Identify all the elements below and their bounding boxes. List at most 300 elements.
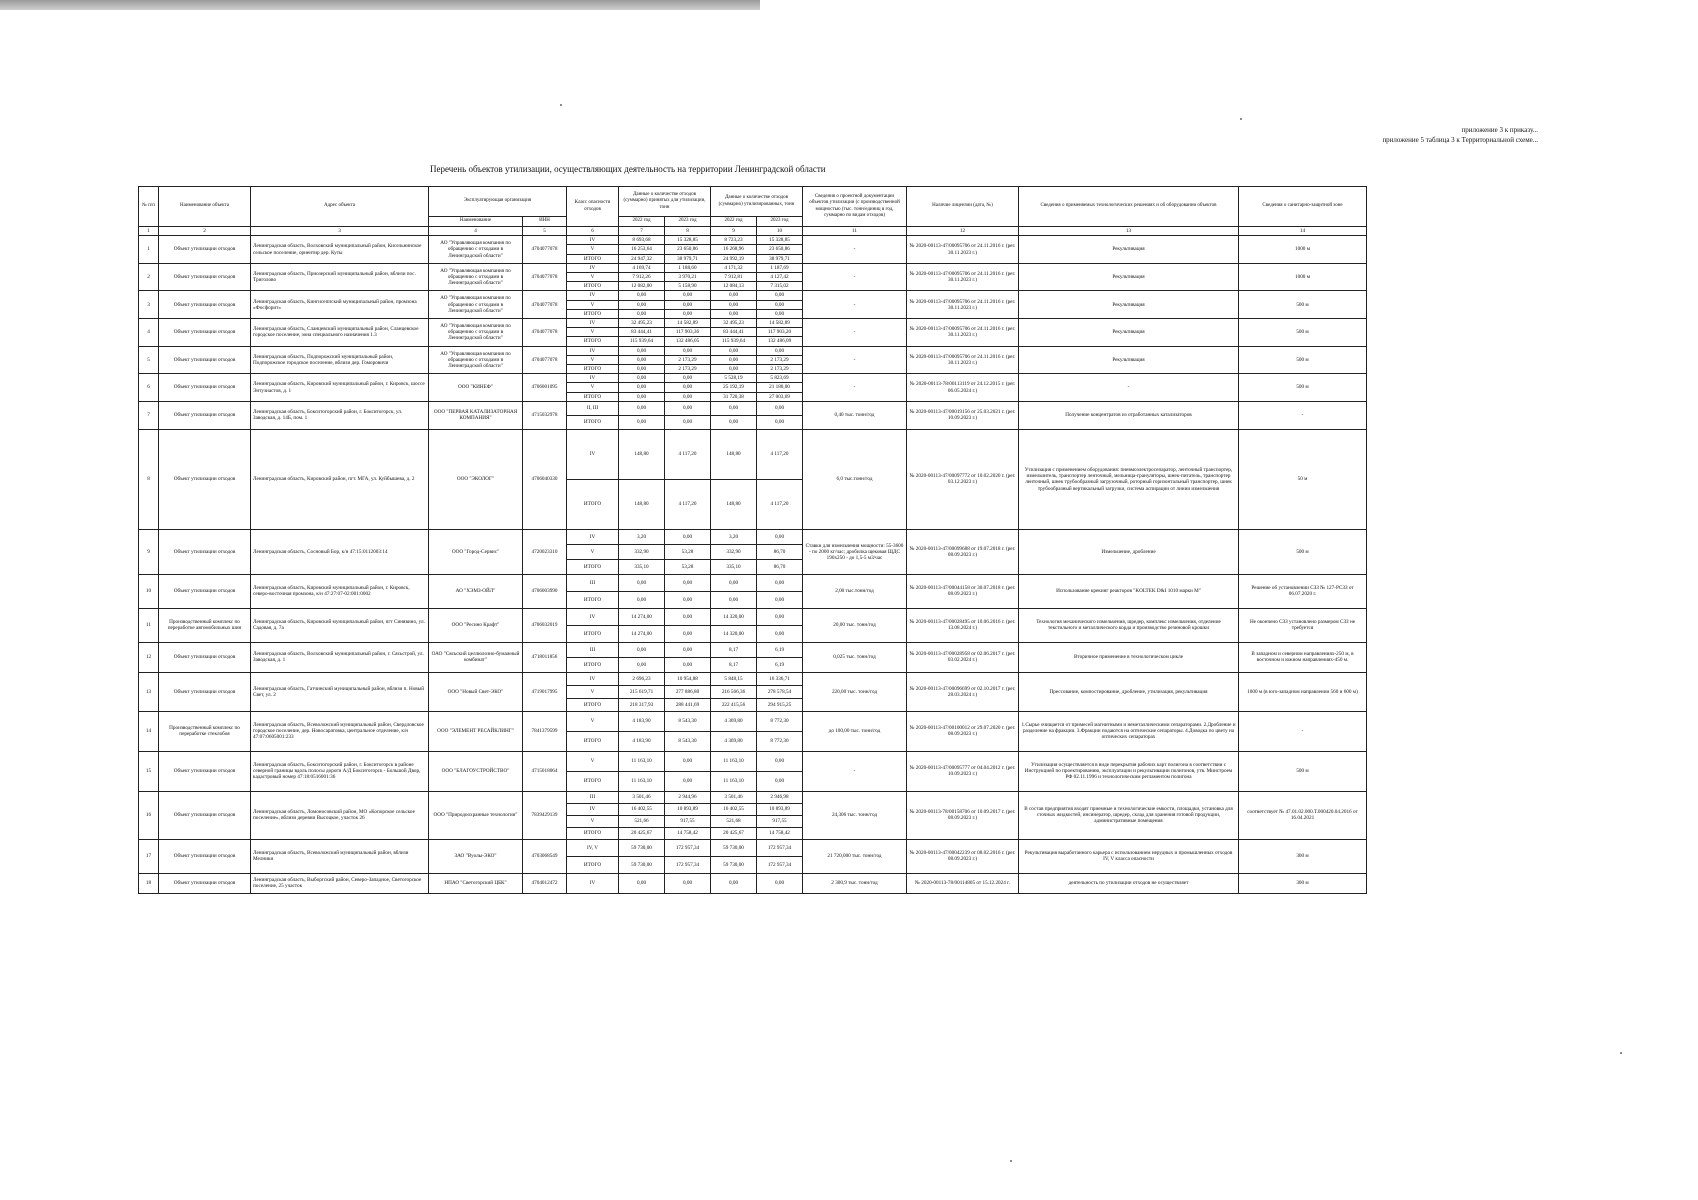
- utilized-2022: 24 992,19: [711, 254, 757, 263]
- utilized-2023: 8 772,30: [757, 711, 803, 731]
- utilized-2022: 5 528,19: [711, 374, 757, 383]
- received-2023: 0,00: [665, 591, 711, 608]
- sanitary-zone: 1000 м (в юго-западном направлении 560 и 600 м): [1239, 672, 1367, 711]
- operator-name: ОАО "Сясьский целлюлозно-бумажный комбинат": [429, 642, 523, 672]
- utilized-2022: 59 730,00: [711, 856, 757, 873]
- header-num: № п/п: [139, 187, 159, 227]
- utilized-2023: 23 650,86: [757, 245, 803, 254]
- header-note-2: приложение 5 таблица 3 к Территориальной схеме...: [1382, 136, 1538, 144]
- utilized-2023: 7 315,02: [757, 282, 803, 291]
- table-row: [139, 236, 1367, 245]
- capacity: -: [803, 236, 907, 264]
- received-2023: 277 886,80: [665, 685, 711, 698]
- technology: Рекультивация: [1019, 346, 1239, 374]
- received-2022: 0,00: [619, 309, 665, 318]
- license: № 2020-00113-47/00042239 от 08.02.2016 г. (рег. 08.09.2023 г.): [907, 839, 1019, 873]
- utilized-2022: 335,10: [711, 559, 757, 574]
- sanitary-zone: 500 м: [1239, 374, 1367, 402]
- received-2022: 0,00: [619, 346, 665, 355]
- table-row: [139, 608, 1367, 625]
- sanitary-zone: 500 м: [1239, 751, 1367, 791]
- row-number: 13: [139, 672, 159, 711]
- utilized-2022: 31 720,38: [711, 392, 757, 401]
- capacity: Ставки для измельчения мощности: 55-3600 - по 2000 кг/час; дробилка щековая ЩДС 190х250 - до 1,5-5 м3/час: [803, 529, 907, 574]
- table-row: [139, 319, 1367, 328]
- table-row: [139, 429, 1367, 479]
- hazard-class: ИТОГО: [567, 856, 619, 873]
- received-2023: 10 893,89: [665, 803, 711, 815]
- license: № 2020-00113-47/00099688 от 19.07.2018 г. (рег. 08.09.2023 г.): [907, 529, 1019, 574]
- utilized-2022: 3 501,46: [711, 791, 757, 803]
- utilized-2023: 0,00: [757, 300, 803, 309]
- received-2023: 14 758,42: [665, 827, 711, 839]
- object-name: Объект утилизации отходов: [159, 319, 251, 347]
- sanitary-zone: соответствует № 47.01.02.000.Т.000420.04.2016 от 16.04.2021: [1239, 791, 1367, 839]
- hazard-class: ИТОГО: [567, 698, 619, 711]
- object-address: Ленинградская область, Ломоносовский район, МО «Копорское сельское поселение», вблизи деревни Высоцкое, участок 26: [251, 791, 429, 839]
- technology: -: [1019, 374, 1239, 402]
- utilized-2023: 2 173,29: [757, 355, 803, 364]
- utilized-2023: 0,00: [757, 591, 803, 608]
- utilized-2023: 117 903,20: [757, 328, 803, 337]
- object-address: Ленинградская область, Кировский район, пгт. МГА, ул. Куйбышева, д. 2: [251, 429, 429, 529]
- technology: Утилизация осуществляется в виде перекрытия рабочих карт полигона в соответствии с Инструкцией по проектированию, эксплуатации и рекультивации полигонов, утв. Минстроем РФ 02.11.1996 и технологическим регламентом полигона: [1019, 751, 1239, 791]
- capacity: -: [803, 291, 907, 319]
- hazard-class: IV: [567, 529, 619, 544]
- received-2023: 2 944,96: [665, 791, 711, 803]
- utilized-2022: 25 192,19: [711, 383, 757, 392]
- hazard-class: ИТОГО: [567, 657, 619, 672]
- received-2022: 0,00: [619, 392, 665, 401]
- received-2022: 11 163,10: [619, 751, 665, 771]
- hazard-class: V: [567, 245, 619, 254]
- license: № 2020-00113-47/00044158 от 30.07.2018 г. (рег. 08.09.2023 г.): [907, 574, 1019, 608]
- header-name: Наименование объекта: [159, 187, 251, 227]
- capacity: 24,306 тыс. тонн/год: [803, 791, 907, 839]
- hazard-class: ИТОГО: [567, 479, 619, 529]
- license: № 2020-00113-47/00019156 от 25.03.2021 г. (рег. 10.09.2023 г.): [907, 401, 1019, 429]
- operator-inn: 7841379599: [523, 711, 567, 751]
- capacity: 2 300,9 тыс. тонн/год: [803, 873, 907, 893]
- received-2022: 0,00: [619, 374, 665, 383]
- row-number: 5: [139, 346, 159, 374]
- header-received-2023: 2023 год: [665, 217, 711, 227]
- capacity: 20,00 тыс. тонн/год: [803, 608, 907, 642]
- received-2022: 59 730,00: [619, 856, 665, 873]
- operator-name: ООО "Природоохранные технологии": [429, 791, 523, 839]
- received-2023: 0,00: [665, 771, 711, 791]
- hazard-class: V: [567, 355, 619, 364]
- scan-speck: [560, 104, 562, 106]
- row-number: 9: [139, 529, 159, 574]
- received-2023: 0,00: [665, 309, 711, 318]
- received-2023: 53,28: [665, 559, 711, 574]
- technology: Технология механического измельчения, шредер, комплекс измельчения, отделение текстильного и металлического корда и производство резиновой крошки: [1019, 608, 1239, 642]
- header-capacity: Сведения о проектной документации объектов утилизации (с производственной мощностью (тыс. тонн/единиц в год, суммарно по видам отходов): [803, 187, 907, 227]
- column-number: 7: [619, 227, 665, 236]
- utilized-2023: 0,00: [757, 401, 803, 415]
- utilized-2023: 16 336,71: [757, 672, 803, 685]
- sanitary-zone: 500 м: [1239, 319, 1367, 347]
- object-address: Ленинградская область, Волховский муниципальный район, г. Сясьстрой, ул. Заводская, д. 1: [251, 642, 429, 672]
- object-name: Производственный комплекс по переработке автомобильных шин: [159, 608, 251, 642]
- utilized-2023: 4 117,20: [757, 429, 803, 479]
- hazard-class: IV: [567, 319, 619, 328]
- license: № 2020-00113-47/00028958 от 02.06.2017 г. (рег. 03.02.2024 г.): [907, 642, 1019, 672]
- sanitary-zone: Не окончено СЗЗ установлено размером СЗЗ не требуется: [1239, 608, 1367, 642]
- row-number: 14: [139, 711, 159, 751]
- scan-top-bar: [0, 0, 760, 10]
- received-2023: 0,00: [665, 642, 711, 657]
- utilized-2022: 222 415,56: [711, 698, 757, 711]
- utilized-2022: 14 320,00: [711, 608, 757, 625]
- hazard-class: IV: [567, 608, 619, 625]
- received-2023: 1 188,60: [665, 263, 711, 272]
- received-2022: 218 317,93: [619, 698, 665, 711]
- sanitary-zone: 300 м: [1239, 839, 1367, 873]
- received-2022: 12 082,00: [619, 282, 665, 291]
- hazard-class: IV: [567, 873, 619, 893]
- utilized-2023: 278 578,54: [757, 685, 803, 698]
- license: № 2020-00113-47/00028495 от 10.06.2016 г. (рег. 13.08.2024 г.): [907, 608, 1019, 642]
- object-name: Производственный комплекс по переработке стеклобоя: [159, 711, 251, 751]
- received-2022: 0,00: [619, 642, 665, 657]
- table-row: [139, 291, 1367, 300]
- utilized-2022: 7 912,81: [711, 273, 757, 282]
- column-number: 12: [907, 227, 1019, 236]
- hazard-class: ИТОГО: [567, 827, 619, 839]
- license: № 2020-00113-78/00113119 от 24.12.2015 г. (рег. 06.05.2024 г.): [907, 374, 1019, 402]
- technology: Рекультивация: [1019, 236, 1239, 264]
- hazard-class: IV: [567, 263, 619, 272]
- received-2023: 5 158,90: [665, 282, 711, 291]
- column-number: 2: [159, 227, 251, 236]
- table-row: [139, 873, 1367, 893]
- scan-speck: [1010, 1160, 1012, 1162]
- object-address: Ленинградская область, Сланцевский муниципальный район, Сланцевское городское поселение, зона специального назначения 1.3: [251, 319, 429, 347]
- operator-name: ООО "ЭЛЕМЕНТ РЕСАЙКЛИНГ": [429, 711, 523, 751]
- capacity: -: [803, 751, 907, 791]
- utilized-2023: 132 486,09: [757, 337, 803, 346]
- object-name: Объект утилизации отходов: [159, 346, 251, 374]
- utilized-2022: 20 425,67: [711, 827, 757, 839]
- row-number: 17: [139, 839, 159, 873]
- utilized-2023: 86,70: [757, 559, 803, 574]
- hazard-class: IV: [567, 429, 619, 479]
- received-2022: 2 696,23: [619, 672, 665, 685]
- utilized-2022: 216 566,36: [711, 685, 757, 698]
- object-name: Объект утилизации отходов: [159, 642, 251, 672]
- received-2023: 14 582,89: [665, 319, 711, 328]
- capacity: -: [803, 263, 907, 291]
- column-number: 4: [429, 227, 523, 236]
- utilized-2023: 1 187,69: [757, 263, 803, 272]
- header-license: Наличие лицензии (дата, №): [907, 187, 1019, 227]
- received-2022: 0,00: [619, 355, 665, 364]
- received-2022: 148,80: [619, 479, 665, 529]
- table-row: [139, 529, 1367, 544]
- received-2022: 14 274,00: [619, 608, 665, 625]
- license: № 2020-00113-47/00095706 от 24.11.2016 г. (рег. 30.11.2023 г.): [907, 236, 1019, 264]
- hazard-class: III: [567, 791, 619, 803]
- sanitary-zone: 50 м: [1239, 429, 1367, 529]
- received-2022: 4 183,90: [619, 711, 665, 731]
- scan-speck: [1240, 118, 1242, 120]
- technology: 1.Сырье очищается от примесей магнитными и неметаллическими сепараторами. 2.Дробление и разделение на фракции. 3.Фракции подаются на оптические сепараторы. 4.Доводка по цвету на оптических сепараторах: [1019, 711, 1239, 751]
- utilized-2022: 0,00: [711, 401, 757, 415]
- operator-name: ООО "КИНЕФ": [429, 374, 523, 402]
- header-utilized: Данные о количестве отходов (суммарно) утилизированных, тонн: [711, 187, 803, 217]
- operator-inn: 4706001095: [523, 374, 567, 402]
- header-address: Адрес объекта: [251, 187, 429, 227]
- utilized-2022: 148,80: [711, 479, 757, 529]
- received-2023: 8 543,30: [665, 711, 711, 731]
- operator-name: ООО "Новый Свет-ЭКО": [429, 672, 523, 711]
- object-name: Объект утилизации отходов: [159, 873, 251, 893]
- object-address: Ленинградская область, Кингисеппский муниципальный район, промзона «Фосфорит»: [251, 291, 429, 319]
- capacity: -: [803, 374, 907, 402]
- capacity: 0,025 тыс. тонн/год: [803, 642, 907, 672]
- sanitary-zone: 500 м: [1239, 346, 1367, 374]
- license: № 2020-00113-47/00095706 от 24.11.2016 г. (рег. 30.11.2023 г.): [907, 319, 1019, 347]
- operator-name: ООО "Ресино Крафт": [429, 608, 523, 642]
- utilized-2023: 38 979,71: [757, 254, 803, 263]
- received-2022: 521,66: [619, 815, 665, 827]
- hazard-class: IV: [567, 346, 619, 355]
- hazard-class: V: [567, 300, 619, 309]
- operator-inn: 7839429139: [523, 791, 567, 839]
- utilized-2023: 0,00: [757, 625, 803, 642]
- utilized-2023: 27 003,69: [757, 392, 803, 401]
- utilized-2022: 521,68: [711, 815, 757, 827]
- received-2023: 10 954,88: [665, 672, 711, 685]
- capacity: -: [803, 319, 907, 347]
- license: № 2020-00113-47/00095777 от 04.04.2012 г. (рег. 10.09.2023 г.): [907, 751, 1019, 791]
- received-2022: 0,00: [619, 401, 665, 415]
- received-2022: 332,90: [619, 544, 665, 559]
- utilized-2022: 12 084,13: [711, 282, 757, 291]
- operator-name: АО "Управляющая компания по обращению с отходами в Ленинградской области": [429, 263, 523, 291]
- hazard-class: V: [567, 685, 619, 698]
- utilized-2023: 0,00: [757, 346, 803, 355]
- received-2022: 16 402,55: [619, 803, 665, 815]
- capacity: -: [803, 346, 907, 374]
- technology: Измельчение, дробление: [1019, 529, 1239, 574]
- received-2022: 0,00: [619, 383, 665, 392]
- received-2023: 15 328,85: [665, 236, 711, 245]
- hazard-class: ИТОГО: [567, 559, 619, 574]
- object-name: Объект утилизации отходов: [159, 236, 251, 264]
- column-number: 8: [665, 227, 711, 236]
- utilized-2023: 0,00: [757, 291, 803, 300]
- received-2022: 115 939,64: [619, 337, 665, 346]
- received-2023: 132 486,05: [665, 337, 711, 346]
- received-2023: 0,00: [665, 300, 711, 309]
- utilized-2023: 0,00: [757, 574, 803, 591]
- utilized-2023: 0,00: [757, 751, 803, 771]
- scan-speck: [1620, 1052, 1622, 1054]
- operator-inn: 4704077078: [523, 291, 567, 319]
- received-2023: 0,00: [665, 346, 711, 355]
- utilized-2023: 4 127,42: [757, 273, 803, 282]
- operator-inn: 4718011856: [523, 642, 567, 672]
- utilized-2023: 10 893,89: [757, 803, 803, 815]
- technology: В состав предприятия входят приемные и технологические емкости, площадки, установка для сточных жидкостей, инсинератор, шредер, склад для хранения готовой продукции, административные помещения: [1019, 791, 1239, 839]
- received-2023: 0,00: [665, 751, 711, 771]
- utilized-2023: 294 915,25: [757, 698, 803, 711]
- row-number: 12: [139, 642, 159, 672]
- column-number: 3: [251, 227, 429, 236]
- table-row: [139, 751, 1367, 771]
- utilized-2022: 0,00: [711, 309, 757, 318]
- utilized-2022: 0,00: [711, 346, 757, 355]
- received-2023: 0,00: [665, 657, 711, 672]
- table-row: [139, 791, 1367, 803]
- row-number: 10: [139, 574, 159, 608]
- received-2023: 2 173,29: [665, 355, 711, 364]
- utilized-2022: 11 163,10: [711, 771, 757, 791]
- utilized-2023: 0,00: [757, 873, 803, 893]
- column-number: 1: [139, 227, 159, 236]
- operator-inn: 4704077078: [523, 263, 567, 291]
- operator-inn: 4703068549: [523, 839, 567, 873]
- hazard-class: ИТОГО: [567, 309, 619, 318]
- row-number: 6: [139, 374, 159, 402]
- header-operator-name: Наименование: [429, 217, 523, 227]
- sanitary-zone: 500 м: [1239, 529, 1367, 574]
- table-row: [139, 672, 1367, 685]
- hazard-class: IV, V: [567, 839, 619, 856]
- received-2022: 16 253,64: [619, 245, 665, 254]
- received-2023: 0,00: [665, 873, 711, 893]
- operator-name: АО "Управляющая компания по обращению с отходами в Ленинградской области": [429, 236, 523, 264]
- utilized-2022: 8,17: [711, 657, 757, 672]
- hazard-class: ИТОГО: [567, 625, 619, 642]
- column-number: 13: [1019, 227, 1239, 236]
- hazard-class: III: [567, 642, 619, 657]
- object-address: Ленинградская область, Бокситогорский район, г. Бокситогорск, ул. Заводская, д. 14Б, пом. 1: [251, 401, 429, 429]
- hazard-class: V: [567, 711, 619, 731]
- received-2022: 4 183,90: [619, 731, 665, 751]
- received-2022: 3 501,46: [619, 791, 665, 803]
- column-number: 6: [567, 227, 619, 236]
- object-address: Ленинградская область, Кировский муниципальный район, пгт Синявино, ул. Садовая, д. 7а: [251, 608, 429, 642]
- sanitary-zone: 300 м: [1239, 873, 1367, 893]
- sanitary-zone: -: [1239, 401, 1367, 429]
- license: № 2020-00113-47/00095706 от 24.11.2016 г. (рег. 30.11.2023 г.): [907, 346, 1019, 374]
- column-number: 14: [1239, 227, 1367, 236]
- row-number: 4: [139, 319, 159, 347]
- operator-inn: 4704012472: [523, 873, 567, 893]
- object-address: Ленинградская область, Подпорожский муниципальный район, Подпорожское городское поселение, вблизи дер. Гоморовичи: [251, 346, 429, 374]
- received-2022: 0,00: [619, 657, 665, 672]
- table-row: [139, 401, 1367, 415]
- operator-name: ООО "Город-Сервис": [429, 529, 523, 574]
- operator-inn: 4715032978: [523, 401, 567, 429]
- object-name: Объект утилизации отходов: [159, 374, 251, 402]
- object-address: Ленинградская область, Приозерский муниципальный район, вблизи пос. Триголово: [251, 263, 429, 291]
- hazard-class: ИТОГО: [567, 337, 619, 346]
- operator-inn: 4706040330: [523, 429, 567, 529]
- table-row: [139, 263, 1367, 272]
- utilized-2023: 14 758,42: [757, 827, 803, 839]
- object-address: Ленинградская область, Кировский муниципальный район, г. Кировск, шоссе Энтузиастов, д. 1: [251, 374, 429, 402]
- license: № 2020-00113-47/00095706 от 24.11.2016 г. (рег. 30.11.2023 г.): [907, 291, 1019, 319]
- object-name: Объект утилизации отходов: [159, 529, 251, 574]
- object-name: Объект утилизации отходов: [159, 401, 251, 429]
- utilized-2022: 115 939,64: [711, 337, 757, 346]
- operator-inn: 4706003990: [523, 574, 567, 608]
- utilized-2023: 172 957,34: [757, 856, 803, 873]
- object-address: Ленинградская область, Кировский муниципальный район, г. Кировск, северо-восточная промзона, к/н 47:27:07-02:001:0002: [251, 574, 429, 608]
- sanitary-zone: В западном и северном направлениях-250 м, в восточном и южном направлениях-450 м.: [1239, 642, 1367, 672]
- operator-name: НПАО "Светогорский ЦБК": [429, 873, 523, 893]
- header-hazard: Класс опасности отходов: [567, 187, 619, 227]
- hazard-class: IV: [567, 291, 619, 300]
- technology: Вторичное применение в технологическом цикле: [1019, 642, 1239, 672]
- received-2023: 0,00: [665, 392, 711, 401]
- license: № 2020-00113-47/00096699 от 02.10.2017 г. (рег. 28.03.2024 г.): [907, 672, 1019, 711]
- received-2022: 0,00: [619, 300, 665, 309]
- capacity: до 100,00 тыс. тонн/год: [803, 711, 907, 751]
- hazard-class: ИТОГО: [567, 254, 619, 263]
- utilized-2023: 0,00: [757, 415, 803, 429]
- row-number: 16: [139, 791, 159, 839]
- received-2022: 0,00: [619, 291, 665, 300]
- column-number: 9: [711, 227, 757, 236]
- received-2023: 8 543,30: [665, 731, 711, 751]
- column-number: 5: [523, 227, 567, 236]
- operator-inn: 4706032019: [523, 608, 567, 642]
- hazard-class: V: [567, 328, 619, 337]
- received-2022: 0,00: [619, 415, 665, 429]
- object-address: Ленинградская область, Бокситогорский район, г. Бокситогорск в районе северной границы вдоль полосы дороги А/Д Бокситогорск - Большой Двор, кадастровый номер 47:18:0516001:36: [251, 751, 429, 791]
- object-name: Объект утилизации отходов: [159, 291, 251, 319]
- object-address: Ленинградская область, Сосновый Бор, к/н 47:15:0112003:14: [251, 529, 429, 574]
- utilized-2022: 16 402,55: [711, 803, 757, 815]
- received-2022: 14 274,00: [619, 625, 665, 642]
- hazard-class: ИТОГО: [567, 282, 619, 291]
- technology: Рекультивация: [1019, 291, 1239, 319]
- license: № 2020-00113-78/00114805 от 15.12.2024 г.: [907, 873, 1019, 893]
- row-number: 2: [139, 263, 159, 291]
- utilized-2022: 332,90: [711, 544, 757, 559]
- utilized-2023: 0,00: [757, 771, 803, 791]
- utilized-2023: 5 823,69: [757, 374, 803, 383]
- utilized-2022: 59 730,00: [711, 839, 757, 856]
- hazard-class: ИТОГО: [567, 771, 619, 791]
- capacity: 6,0 тыс.тонн/год: [803, 429, 907, 529]
- row-number: 15: [139, 751, 159, 791]
- sanitary-zone: 1000 м: [1239, 236, 1367, 264]
- hazard-class: ИТОГО: [567, 415, 619, 429]
- received-2023: 288 441,69: [665, 698, 711, 711]
- utilized-2022: 8 723,23: [711, 236, 757, 245]
- operator-inn: 4704077078: [523, 319, 567, 347]
- received-2023: 0,00: [665, 574, 711, 591]
- received-2022: 83 444,41: [619, 328, 665, 337]
- table-row: [139, 574, 1367, 591]
- header-technology: Сведения о применяемых технологических решениях и об оборудовании объектов: [1019, 187, 1239, 227]
- object-address: Ленинградская область, Волховский муниципальный район, Кисельнинское сельское поселение, ориентир дер. Куты: [251, 236, 429, 264]
- hazard-class: ИТОГО: [567, 392, 619, 401]
- hazard-class: IV: [567, 672, 619, 685]
- received-2023: 2 173,29: [665, 365, 711, 374]
- received-2022: 0,00: [619, 365, 665, 374]
- utilized-2022: 83 444,41: [711, 328, 757, 337]
- utilized-2022: 4 369,80: [711, 711, 757, 731]
- object-address: Ленинградская область, Всеволожский муниципальный район, Свердловское городское поселение, дер. Новосаратовка, центральное отделение, к/н 47:07:0605001:233: [251, 711, 429, 751]
